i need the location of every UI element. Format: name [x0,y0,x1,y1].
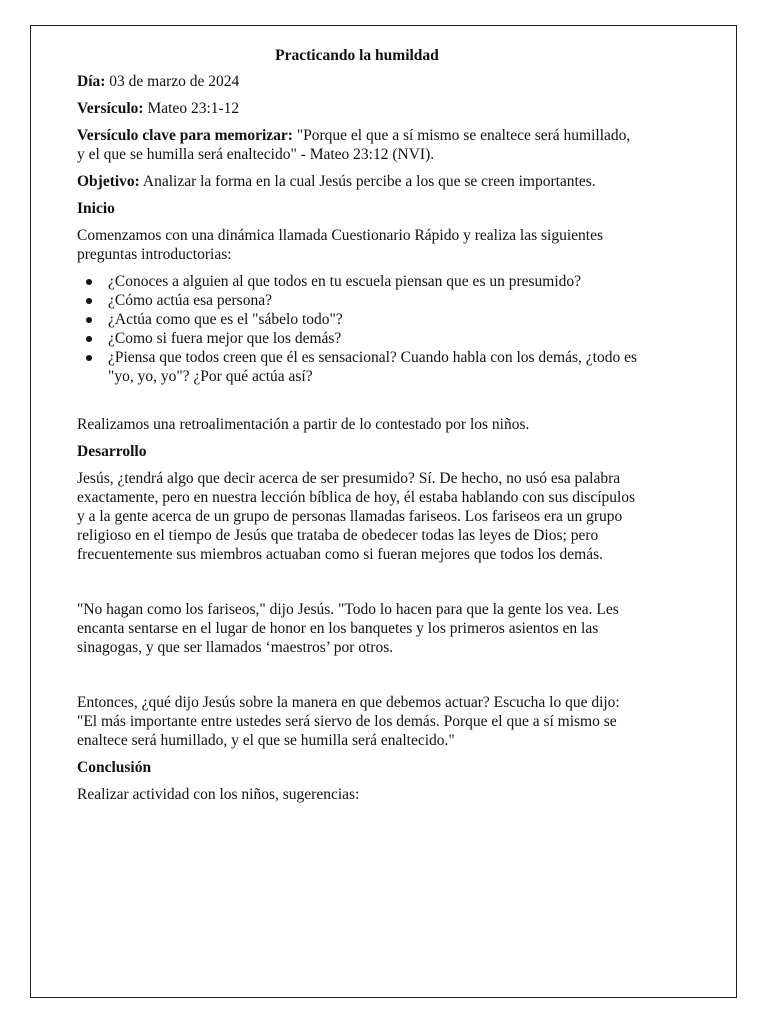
field-versiculo-clave-label: Versículo clave para memorizar: [77,127,293,144]
field-dia-value: 03 de marzo de 2024 [105,73,240,90]
field-objetivo-label: Objetivo: [77,173,140,190]
list-item: ¿Piensa que todos creen que él es sensacional? Cuando habla con los demás, ¿todo es "yo, yo, yo"? ¿Por qué actúa así? [108,349,637,385]
list-item: ¿Como si fuera mejor que los demás? [108,329,637,348]
field-versiculo-clave-value: "Porque el que a sí mismo se enaltece será humillado, y el que se humilla será enaltecido" - Mateo 23:12 (NVI). [77,127,631,163]
field-versiculo [77,99,637,118]
field-objetivo [77,172,637,191]
desarrollo-paragraph-2: "No hagan como los fariseos," dijo Jesús. "Todo lo hacen para que la gente los vea. Les encanta sentarse en el lugar de honor en los banquetes y los primeros asientos en las sinagogas, y que ser llamados ‘maestros’ por otros. [77,601,619,656]
field-versiculo-label: Versículo: [77,100,144,117]
inicio-intro: Comenzamos con una dinámica llamada Cuestionario Rápido y realiza las siguientes preguntas introductorias: [77,227,603,263]
field-dia [77,72,637,91]
heading-inicio: Inicio [77,200,115,217]
document-content [77,46,637,812]
desarrollo-paragraph-1: Jesús, ¿tendrá algo que decir acerca de ser presumido? Sí. De hecho, no usó esa palabra exactamente, pero en nuestra lección bíblica de hoy, él estaba hablando con sus discípulos y a la gente acerca de un grupo de personas llamadas fariseos. Los fariseos era un grupo religioso en el tiempo de Jesús que trataba de obedecer todas las leyes de Dios; pero frecuentemente sus miembros actuaban como si fueran mejores que todos los demás. [77,470,636,563]
question-list [77,272,637,386]
list-item: ¿Conoces a alguien al que todos en tu escuela piensan que es un presumido? [108,272,637,291]
heading-conclusion: Conclusión [77,759,152,776]
document-title: Practicando la humildad [275,47,439,64]
field-dia-label: Día: [77,73,106,90]
field-versiculo-clave [77,126,637,164]
inicio-feedback: Realizamos una retroalimentación a partir de lo contestado por los niños. [77,416,530,433]
conclusion-text: Realizar actividad con los niños, sugerencias: [77,786,360,803]
desarrollo-paragraph-3: Entonces, ¿qué dijo Jesús sobre la manera en que debemos actuar? Escucha lo que dijo: "El más importante entre ustedes será siervo de los demás. Porque el que a sí mismo se enaltece será humillado, y el que se humilla será enaltecido." [77,694,620,749]
list-item: ¿Actúa como que es el "sábelo todo"? [108,310,637,329]
field-objetivo-value: Analizar la forma en la cual Jesús percibe a los que se creen importantes. [139,173,596,190]
field-versiculo-value: Mateo 23:1-12 [143,100,240,117]
list-item: ¿Cómo actúa esa persona? [108,291,637,310]
heading-desarrollo: Desarrollo [77,443,147,460]
